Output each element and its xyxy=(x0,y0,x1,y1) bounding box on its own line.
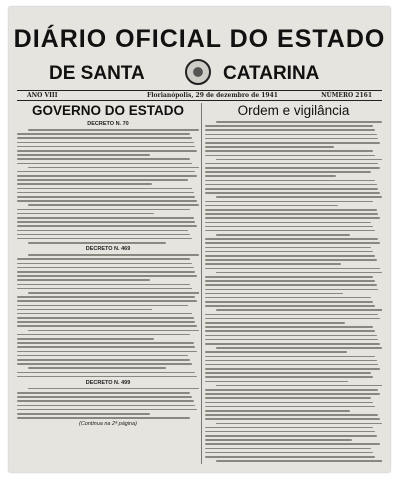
text-line xyxy=(17,305,188,307)
text-line xyxy=(205,171,371,173)
text-line xyxy=(17,355,188,357)
text-line xyxy=(205,427,373,429)
continued-note: (Continua na 2ª página) xyxy=(79,421,137,428)
text-line xyxy=(205,217,380,219)
text-line xyxy=(17,409,197,411)
text-line xyxy=(28,204,199,206)
text-line xyxy=(205,343,380,345)
text-line xyxy=(205,402,373,404)
text-line xyxy=(28,167,199,169)
text-line xyxy=(205,435,377,437)
article-body-text xyxy=(205,121,382,462)
text-line xyxy=(205,456,375,458)
text-line xyxy=(205,326,373,328)
text-line xyxy=(205,238,378,240)
dateline-place-date: Florianópolis, 29 de dezembro de 1941 xyxy=(147,92,278,99)
text-line xyxy=(205,335,377,337)
text-line xyxy=(17,200,197,202)
text-line xyxy=(17,400,194,402)
text-line xyxy=(205,356,375,358)
text-line xyxy=(17,158,190,160)
text-line xyxy=(216,347,382,349)
text-line xyxy=(17,313,192,315)
text-line xyxy=(17,154,150,156)
text-line xyxy=(205,410,350,412)
text-line xyxy=(17,171,195,173)
text-line xyxy=(17,296,195,298)
text-line xyxy=(17,133,190,135)
text-line xyxy=(205,289,378,291)
text-line xyxy=(17,284,190,286)
decree-body-text xyxy=(17,254,199,377)
text-line xyxy=(205,175,336,177)
text-line xyxy=(17,183,152,185)
right-column-heading: Ordem e vigilância xyxy=(237,103,350,118)
text-line xyxy=(216,121,382,123)
text-line xyxy=(216,460,382,462)
text-line xyxy=(205,439,352,441)
text-line xyxy=(205,205,338,207)
text-line xyxy=(17,209,190,211)
text-line xyxy=(17,279,150,281)
text-line xyxy=(205,389,378,391)
state-seal-icon xyxy=(185,59,211,85)
text-line xyxy=(17,351,197,353)
text-line xyxy=(28,367,166,369)
masthead-subtitle-left: DE SANTA xyxy=(49,63,145,84)
text-line xyxy=(205,284,377,286)
text-line xyxy=(205,351,347,353)
text-line xyxy=(205,448,371,450)
text-line xyxy=(205,192,380,194)
text-line xyxy=(205,406,375,408)
text-line xyxy=(205,142,380,144)
text-line xyxy=(17,363,192,365)
newspaper-page xyxy=(9,7,390,472)
text-line xyxy=(205,297,371,299)
text-line xyxy=(17,288,192,290)
text-line xyxy=(216,272,382,274)
text-line xyxy=(205,134,377,136)
text-line xyxy=(205,418,380,420)
decree-body-text xyxy=(17,388,199,419)
text-line xyxy=(205,376,373,378)
decree-heading: DECRETO N. 469 xyxy=(85,246,131,253)
text-line xyxy=(205,330,375,332)
text-line xyxy=(205,431,375,433)
text-line xyxy=(17,372,195,374)
text-line xyxy=(17,338,154,340)
text-line xyxy=(205,226,373,228)
column-divider xyxy=(201,103,202,464)
decree-heading: DECRETO N. 70 xyxy=(87,121,129,127)
text-line xyxy=(17,321,195,323)
text-line xyxy=(205,322,345,324)
text-line xyxy=(205,251,373,253)
text-line xyxy=(205,263,341,265)
text-line xyxy=(205,138,378,140)
dateline-issue: NÚMERO 2161 xyxy=(321,92,372,99)
text-line xyxy=(205,201,373,203)
text-line xyxy=(28,242,166,244)
text-line xyxy=(205,301,373,303)
text-line xyxy=(17,346,195,348)
text-line xyxy=(205,242,380,244)
text-line xyxy=(205,209,377,211)
text-line xyxy=(17,376,197,378)
text-line xyxy=(17,234,190,236)
masthead-subtitle-right: CATARINA xyxy=(223,63,320,84)
text-line xyxy=(205,393,380,395)
text-line xyxy=(17,325,197,327)
decree-heading: DECRETO N. 499 xyxy=(85,379,131,386)
text-line xyxy=(17,146,195,148)
text-line xyxy=(216,159,382,161)
text-line xyxy=(17,188,192,190)
text-line xyxy=(216,196,382,198)
text-line xyxy=(17,175,197,177)
text-line xyxy=(17,309,152,311)
text-line xyxy=(205,230,375,232)
right-column xyxy=(205,103,382,466)
text-line xyxy=(216,423,382,425)
text-line xyxy=(17,258,190,260)
text-line xyxy=(17,179,188,181)
text-line xyxy=(28,388,199,390)
text-line xyxy=(205,213,378,215)
text-line xyxy=(205,364,378,366)
decree-body-text xyxy=(17,129,199,244)
text-line xyxy=(17,217,194,219)
text-line xyxy=(17,342,194,344)
text-line xyxy=(28,330,199,332)
text-line xyxy=(205,167,380,169)
text-line xyxy=(17,300,197,302)
text-line xyxy=(216,234,351,236)
text-line xyxy=(17,267,194,269)
text-line xyxy=(205,414,378,416)
text-line xyxy=(17,213,154,215)
text-line xyxy=(205,305,375,307)
left-column-heading: GOVERNO DO ESTADO xyxy=(31,103,184,118)
text-line xyxy=(17,359,190,361)
text-line xyxy=(28,129,199,131)
text-line xyxy=(205,276,373,278)
text-line xyxy=(17,221,195,223)
text-line xyxy=(205,397,371,399)
text-line xyxy=(205,125,373,127)
text-line xyxy=(17,334,190,336)
text-line xyxy=(205,314,378,316)
text-line xyxy=(17,405,195,407)
text-line xyxy=(205,129,375,131)
text-line xyxy=(17,275,197,277)
text-line xyxy=(205,146,334,148)
text-line xyxy=(205,163,378,165)
text-line xyxy=(205,372,371,374)
dateline-top-rule xyxy=(17,90,382,91)
text-line xyxy=(205,255,375,257)
text-line xyxy=(17,150,197,152)
text-line xyxy=(205,318,380,320)
text-line xyxy=(28,254,199,256)
text-line xyxy=(205,268,380,270)
dateline-bottom-rule xyxy=(17,100,382,101)
text-line xyxy=(205,150,373,152)
text-line xyxy=(205,452,373,454)
masthead-title: DIÁRIO OFICIAL DO ESTADO xyxy=(13,25,386,53)
text-line xyxy=(17,163,192,165)
dateline-year: ANO VIII xyxy=(27,92,58,99)
text-line xyxy=(205,293,343,295)
text-line xyxy=(17,263,192,265)
text-line xyxy=(28,292,199,294)
text-line xyxy=(17,238,192,240)
text-line xyxy=(205,280,375,282)
text-line xyxy=(17,271,195,273)
text-line xyxy=(17,137,192,139)
text-line xyxy=(205,381,348,383)
text-line xyxy=(205,339,378,341)
text-line xyxy=(17,192,194,194)
left-column xyxy=(17,103,199,466)
text-line xyxy=(205,443,380,445)
text-line xyxy=(17,196,195,198)
text-line xyxy=(205,180,375,182)
text-line xyxy=(205,368,380,370)
text-line xyxy=(17,396,192,398)
text-line xyxy=(205,247,371,249)
text-line xyxy=(17,413,150,415)
text-line xyxy=(17,417,190,419)
text-line xyxy=(17,392,190,394)
text-line xyxy=(17,225,197,227)
text-line xyxy=(17,142,194,144)
text-line xyxy=(205,360,377,362)
text-line xyxy=(205,188,378,190)
text-line xyxy=(216,309,382,311)
text-line xyxy=(205,222,371,224)
text-line xyxy=(205,155,375,157)
text-line xyxy=(17,230,188,232)
text-line xyxy=(205,259,377,261)
text-line xyxy=(216,385,382,387)
text-line xyxy=(205,184,377,186)
text-line xyxy=(17,317,194,319)
